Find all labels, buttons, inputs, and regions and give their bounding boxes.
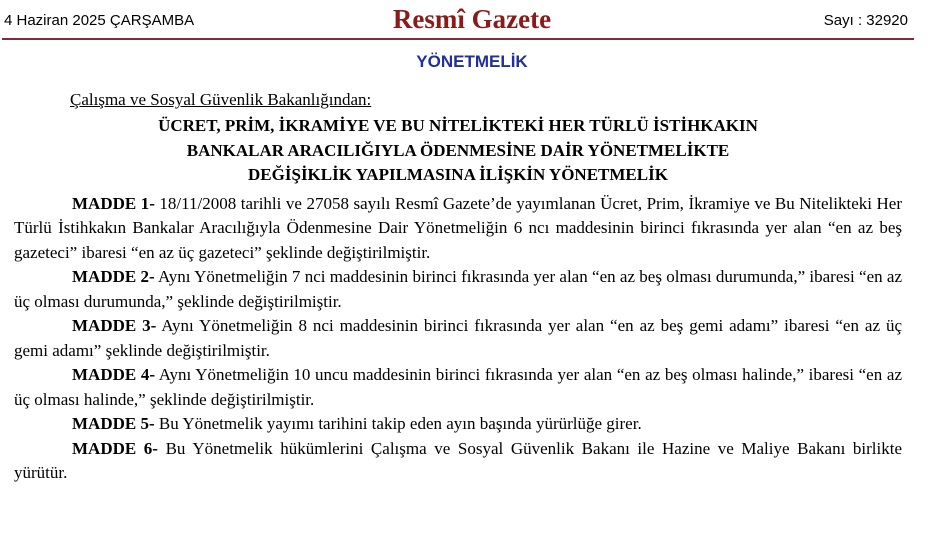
article-number: MADDE 1- [72, 193, 155, 213]
gazette-header [0, 0, 944, 40]
issuing-ministry: Çalışma ve Sosyal Güvenlik Bakanlığından: [70, 90, 372, 109]
article-text: 18/11/2008 tarihli ve 27058 sayılı Resmî Gazete’de yayımlanan Ücret, Prim, İkramiye ve Bu Nitelikteki Her Türlü İstihkakın Bankalar Aracılığıyla Ödenmesine Dair Yönetmeliğin 6 ncı maddesinin birinci fıkrasında yer alan “en az beş gazeteci” ibaresi “en az üç gazeteci” şeklinde değiştirilmiştir. [14, 193, 902, 262]
article-text: Aynı Yönetmeliğin 10 uncu maddesinin birinci fıkrasında yer alan “en az beş olması halinde,” ibaresi “en az üç olması halinde,” şeklinde değiştirilmiştir. [14, 365, 902, 409]
article-number: MADDE 5- [72, 414, 155, 433]
article-4 [14, 363, 902, 412]
article-number: MADDE 6- [72, 438, 158, 458]
gazette-title: Resmî Gazete [392, 4, 552, 34]
regulation-title-line: DEĞİŞİKLİK YAPILMASINA İLİŞKİN YÖNETMELİK [248, 165, 668, 184]
article-text: Bu Yönetmelik hükümlerini Çalışma ve Sosyal Güvenlik Bakanı ile Hazine ve Maliye Bakanı birlikte yürütür. [14, 438, 902, 482]
issue-number: Sayı : 32920 [823, 12, 908, 29]
regulation-title-line: BANKALAR ARACILIĞIYLA ÖDENMESİNE DAİR YÖNETMELİKTE [186, 140, 730, 160]
article-number: MADDE 4- [72, 365, 156, 384]
article-1 [14, 192, 902, 266]
regulation-title-line: ÜCRET, PRİM, İKRAMİYE VE BU NİTELİKTEKİ HER TÜRLÜ İSTİHKAKIN [158, 116, 758, 135]
header-divider [2, 38, 914, 40]
article-3 [14, 314, 902, 363]
regulation-title [14, 114, 902, 188]
article-6 [14, 437, 902, 486]
article-2 [14, 265, 902, 314]
article-text: Aynı Yönetmeliğin 8 nci maddesinin birinci fıkrasında yer alan “en az beş gemi adamı” ibaresi “en az üç gemi adamı” şeklinde değiştirilmiştir. [14, 316, 902, 360]
article-text: Aynı Yönetmeliğin 7 nci maddesinin birinci fıkrasında yer alan “en az beş olması durumunda,” ibaresi “en az üç olması durumunda,” şeklinde değiştirilmiştir. [14, 267, 902, 311]
article-text: Bu Yönetmelik yayımı tarihini takip eden ayın başında yürürlüğe girer. [154, 414, 642, 433]
document-body [14, 88, 902, 486]
article-5 [14, 412, 902, 437]
article-number: MADDE 3- [72, 316, 157, 335]
issue-date: 4 Haziran 2025 ÇARŞAMBA [4, 12, 195, 29]
article-number: MADDE 2- [72, 267, 155, 286]
section-title: YÖNETMELİK [416, 52, 528, 71]
